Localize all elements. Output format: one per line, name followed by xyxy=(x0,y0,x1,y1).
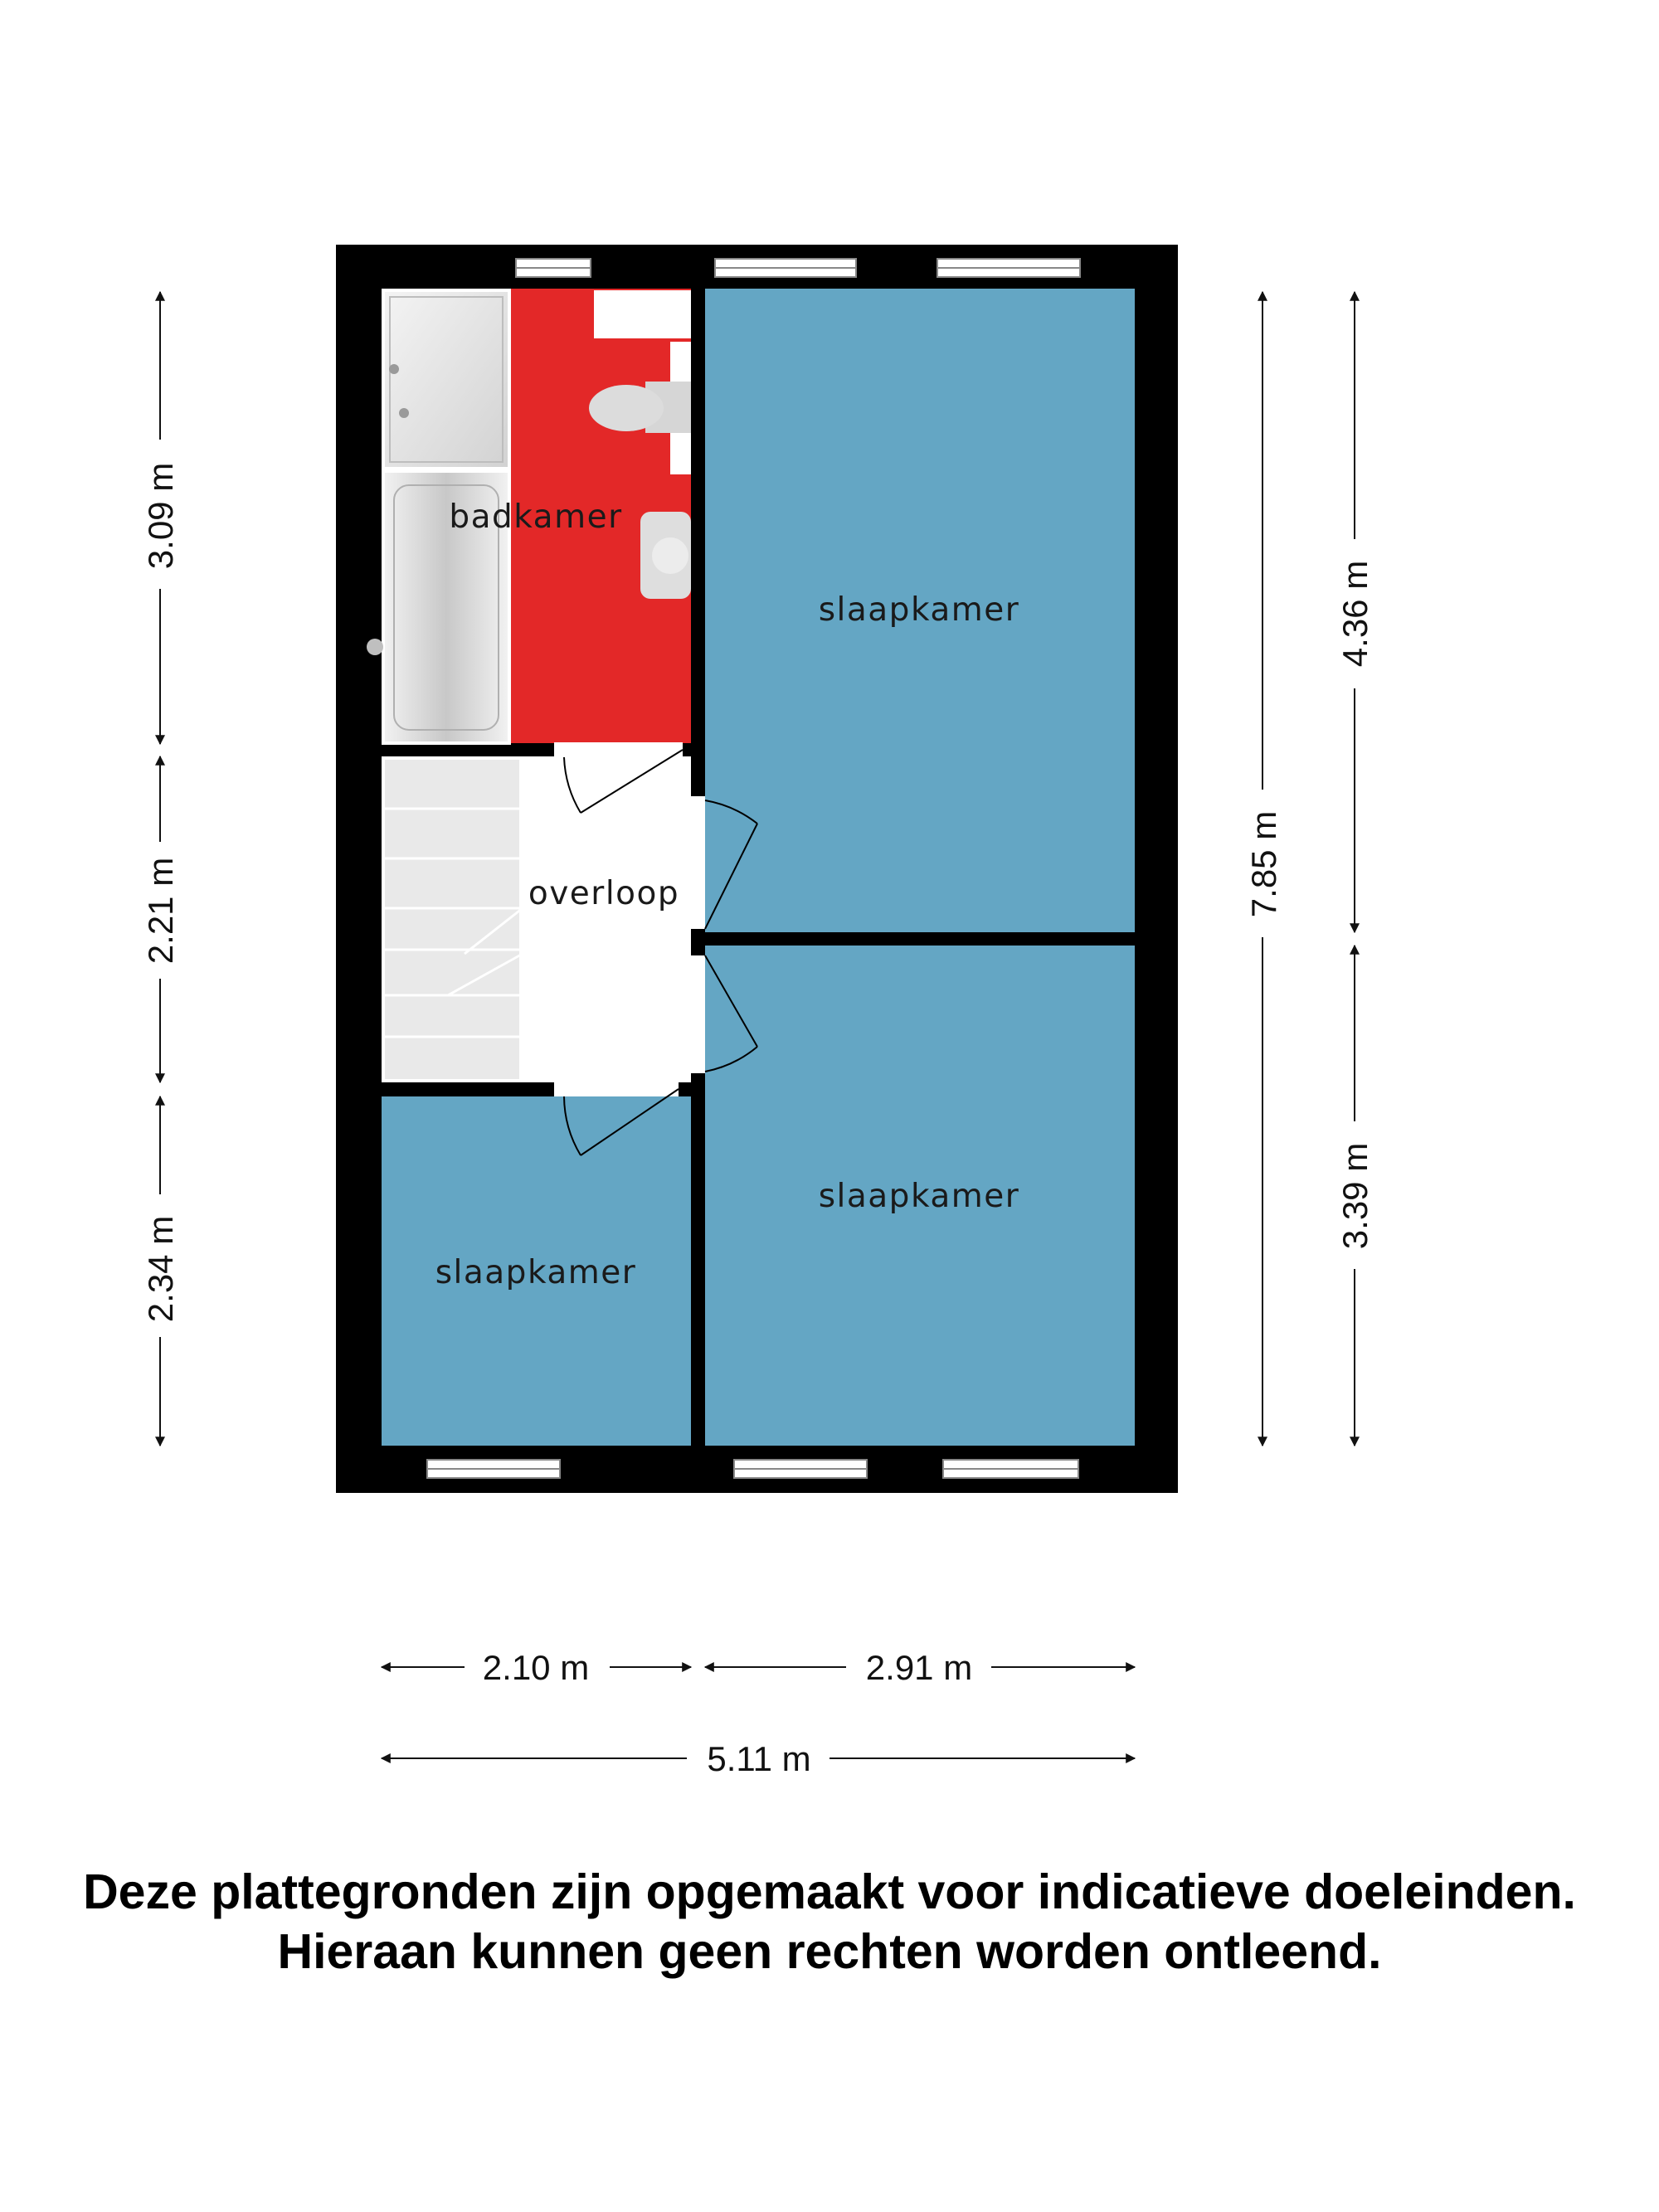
disclaimer-line-2: Hieraan kunnen geen rechten worden ontleend. xyxy=(277,1924,1382,1979)
window-bottom-1 xyxy=(427,1460,560,1478)
window-bottom-2 xyxy=(734,1460,867,1478)
staircase xyxy=(382,756,523,1082)
window-top-3 xyxy=(937,259,1080,277)
shower-tray xyxy=(383,290,509,469)
label-landing: overloop xyxy=(528,875,680,912)
label-bedroom-small: slaapkamer xyxy=(435,1254,637,1291)
washbasin xyxy=(640,512,691,599)
label-bedroom-middle: slaapkamer xyxy=(818,1178,1020,1215)
dim-right-1: 4.36 m xyxy=(1335,560,1374,668)
window-top-2 xyxy=(715,259,856,277)
dimension-total-width xyxy=(382,1739,1135,1778)
dim-right-2: 3.39 m xyxy=(1335,1142,1374,1250)
dimension-right xyxy=(1335,292,1374,1446)
dim-left-1: 3.09 m xyxy=(141,462,180,570)
disclaimer xyxy=(0,1862,1659,1981)
dimension-left xyxy=(141,292,180,1446)
label-bedroom-large: slaapkamer xyxy=(818,591,1020,629)
dim-left-2: 2.21 m xyxy=(141,857,180,965)
window-top-1 xyxy=(516,259,591,277)
dim-total-height: 7.85 m xyxy=(1244,810,1283,918)
dimension-total-height xyxy=(1244,292,1283,1446)
dim-bottom-2: 2.91 m xyxy=(865,1648,973,1687)
label-bathroom: badkamer xyxy=(449,498,623,536)
dim-left-3: 2.34 m xyxy=(141,1215,180,1323)
dimension-bottom-segments xyxy=(382,1648,1135,1687)
window-bottom-3 xyxy=(943,1460,1078,1478)
disclaimer-line-1: Deze plattegronden zijn opgemaakt voor indicatieve doeleinden. xyxy=(83,1864,1576,1919)
dim-bottom-1: 2.10 m xyxy=(482,1648,590,1687)
dim-total-width: 5.11 m xyxy=(707,1739,811,1778)
